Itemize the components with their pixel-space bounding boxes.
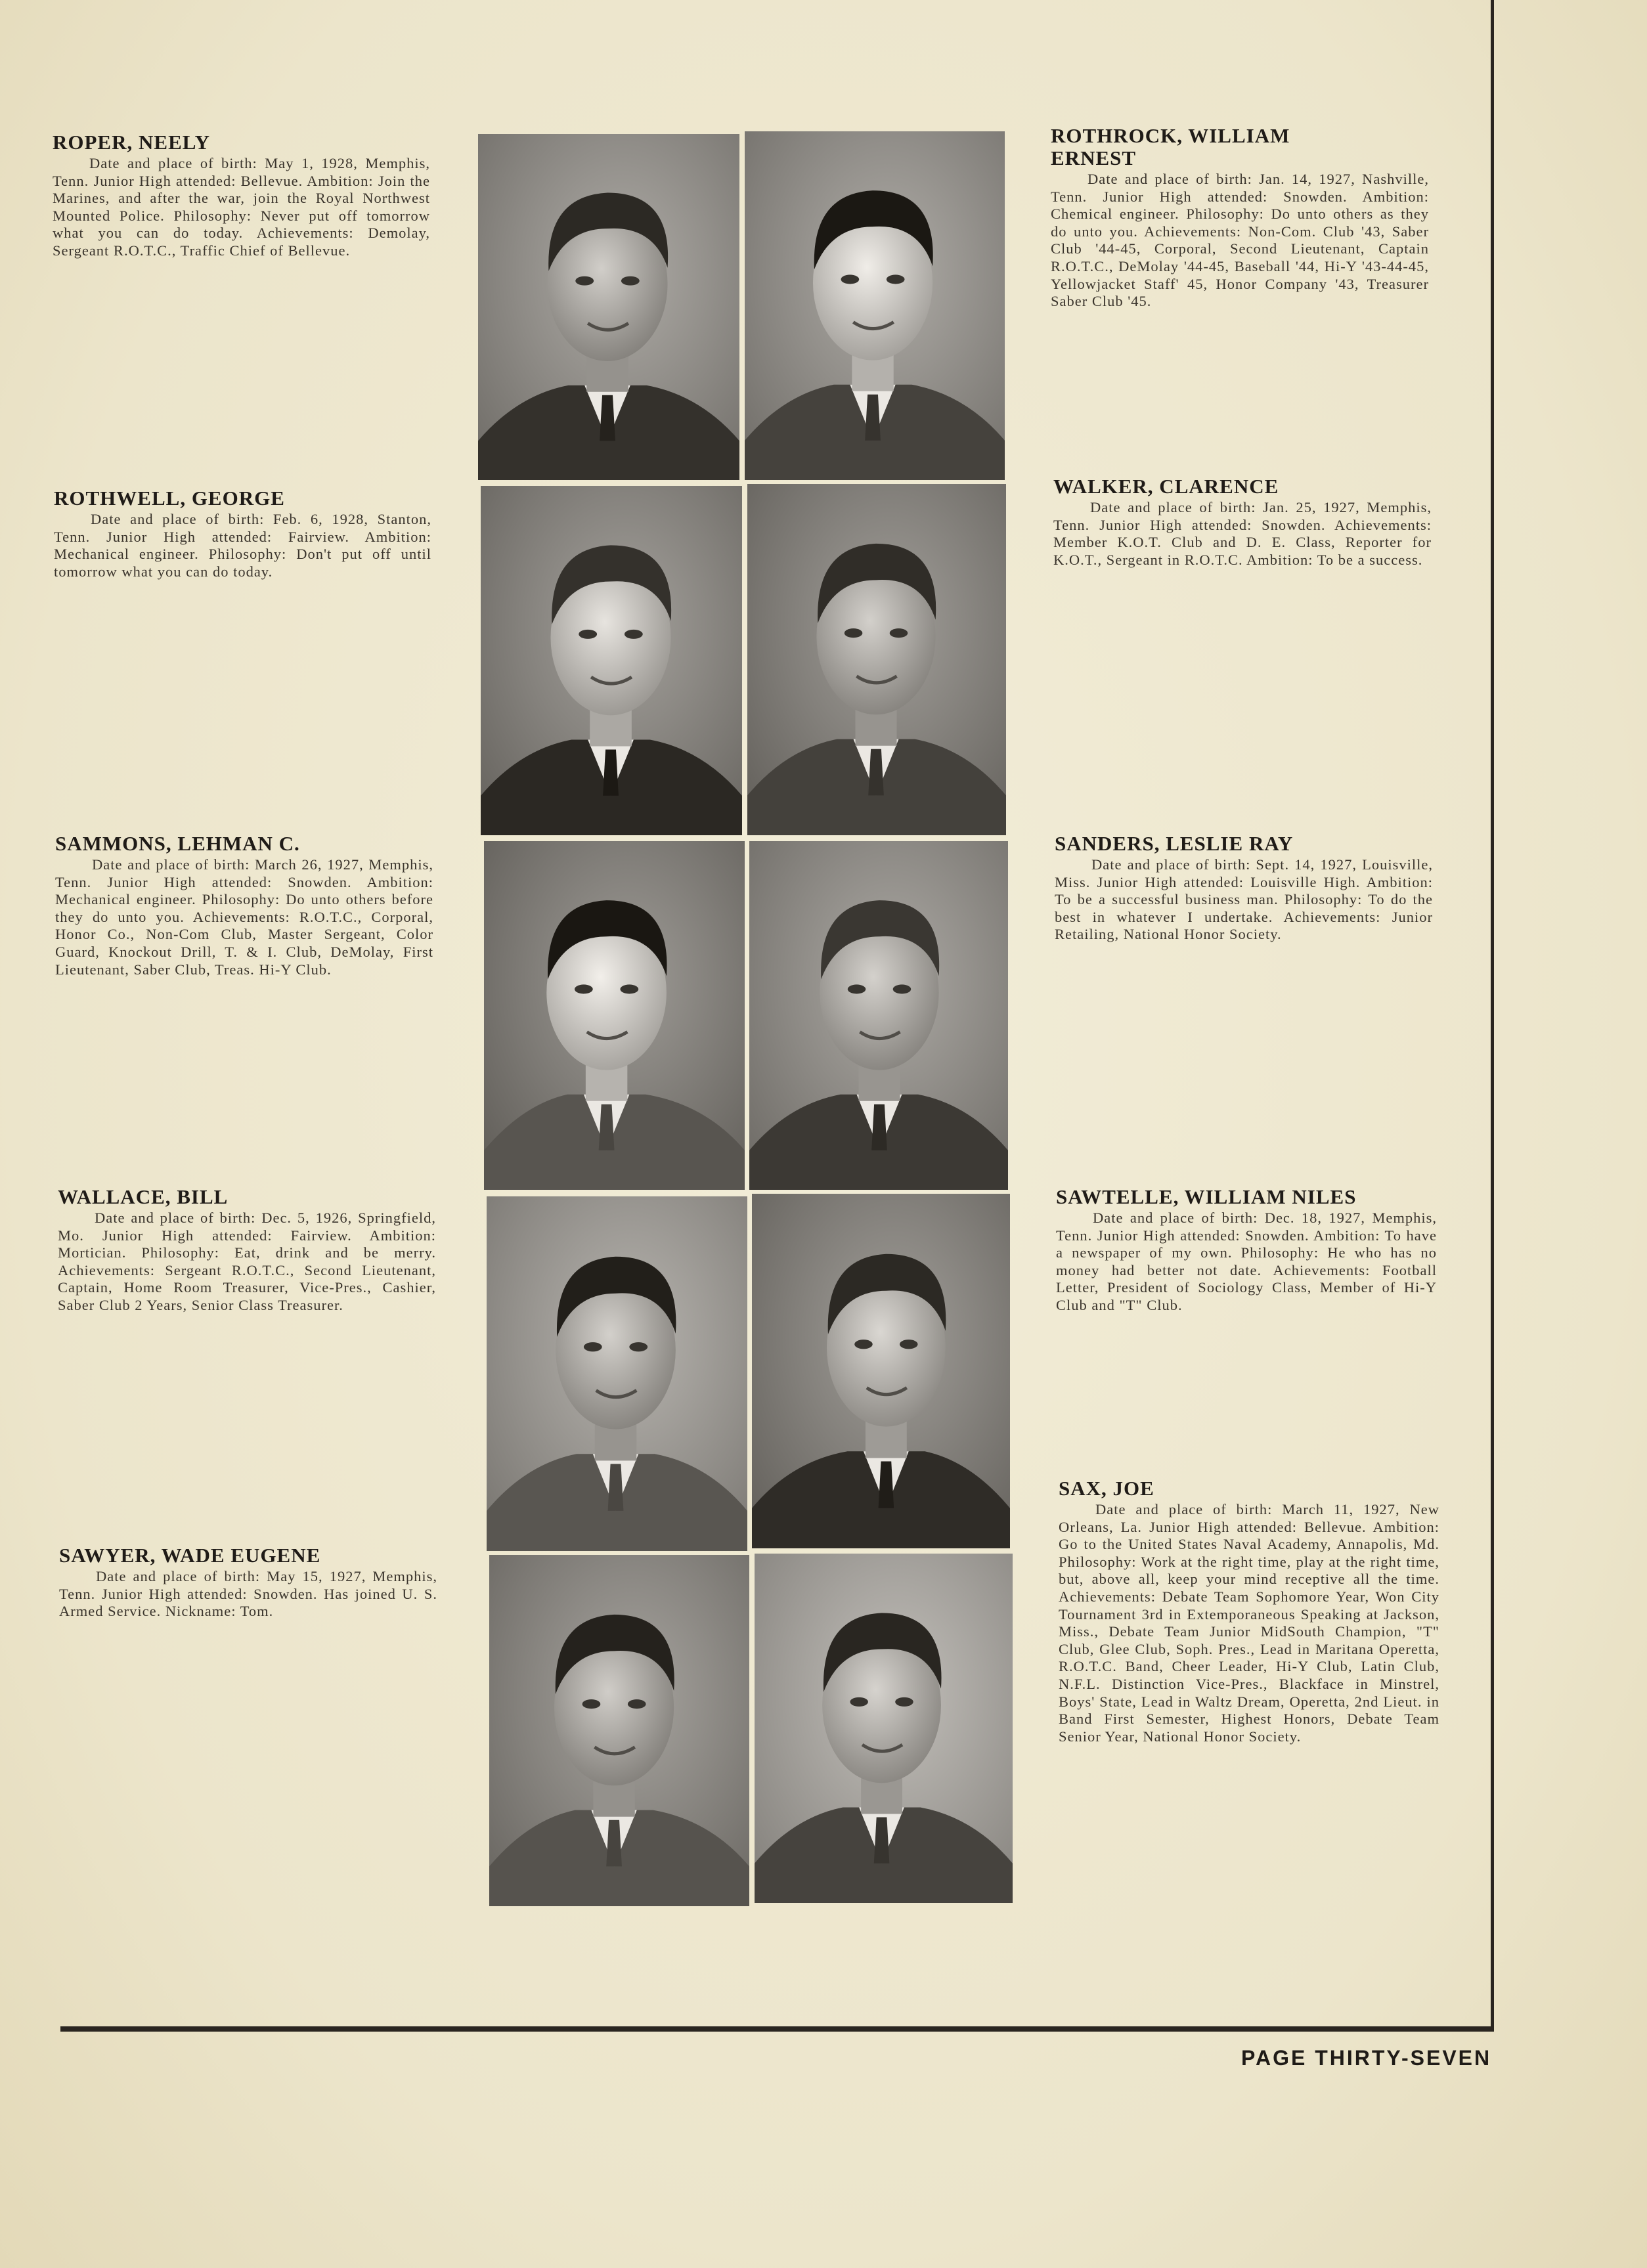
entry-walker-clarence	[1053, 475, 1432, 569]
portrait-image	[745, 131, 1005, 480]
student-name: ROTHWELL, GEORGE	[54, 487, 285, 510]
portrait-sanders	[749, 841, 1008, 1190]
portrait-rothwell	[481, 486, 742, 835]
entry-sawtelle-william	[1056, 1186, 1437, 1315]
entry-roper-neely	[53, 131, 430, 260]
student-bio: Date and place of birth: May 1, 1928, Memphis, Tenn. Junior High attended: Bellevue. Ambition: Join the Marines, and after the war, join the Royal Northwest Mounted Police. Philosophy: Never put off tomorrow what you can do today. Achievements: Demolay, Sergeant R.O.T.C., Traffic Chief of Bellevue.	[53, 155, 430, 259]
student-name: SAWYER, WADE EUGENE	[59, 1544, 321, 1567]
student-bio: Date and place of birth: March 11, 1927, New Orleans, La. Junior High attended: Bellevue. Ambition: Go to the United States Naval Academy, Annapolis, Md. Philosophy: Work at the right time, play at the right time, but, above all, keep your mind receptive all the time. Achievements: Debate Team Sophomore Year, Won City Tournament 3rd in Extemporaneous Speaking at Jackson, Miss., Debate Team Junior MidSouth Champion, "T" Club, Glee Club, Soph. Pres., Lead in Maritana Operetta, R.O.T.C. Band, Cheer Leader, Hi-Y Club, Latin Club, N.F.L. Distinction Vice-Pres., Blackface in Minstrel, Boys' State, Lead in Waltz Dream, Operetta, 2nd Lieut. in Band First Semester, Highest Honors, Debate Team Senior Year, National Honor Society.	[1059, 1501, 1439, 1745]
page-border-bottom	[60, 2026, 1494, 2032]
entry-rothrock-william	[1051, 125, 1429, 311]
student-bio: Date and place of birth: March 26, 1927, Memphis, Tenn. Junior High attended: Snowden. Ambition: Mechanical engineer. Philosophy: Do unto others before they do unto you. Achievements: R.O.T.C., Corporal, Honor Co., Non-Com Club, Master Sergeant, Color Guard, Knockout Drill, T. & I. Club, DeMolay, First Lieutenant, Saber Club, Treas. Hi-Y Club.	[55, 856, 433, 978]
portrait-image	[484, 841, 745, 1190]
student-name: ROPER, NEELY	[53, 131, 210, 154]
student-bio: Date and place of birth: Dec. 18, 1927, Memphis, Tenn. Junior High attended: Snowden. Ambition: To have a newspaper of my own. Philosophy: He who has no money had better not date. Achievements: Football Letter, President of Sociology Class, Member of Hi-Y Club and "T" Club.	[1056, 1210, 1437, 1313]
portrait-image	[478, 134, 739, 480]
portrait-rothrock	[745, 131, 1005, 480]
portrait-sawyer	[489, 1555, 749, 1906]
entry-sawyer-wade	[59, 1544, 437, 1621]
entry-sammons-lehman	[55, 833, 433, 978]
entry-rothwell-george	[54, 487, 431, 580]
portrait-image	[489, 1555, 749, 1906]
entry-wallace-bill	[58, 1186, 436, 1315]
student-name: ROTHROCK, WILLIAM ERNEST	[1051, 124, 1290, 169]
portrait-sammons	[484, 841, 745, 1190]
student-name: WALKER, CLARENCE	[1053, 475, 1279, 498]
student-name: SANDERS, LESLIE RAY	[1055, 832, 1294, 855]
student-bio: Date and place of birth: Jan. 14, 1927, Nashville, Tenn. Junior High attended: Snowden. Ambition: Chemical engineer. Philosophy: Do unto others as they do unto you. Achievements: Non-Com. Club '43, Saber Club '44-45, Corporal, Second Lieutenant, Captain R.O.T.C., DeMolay '44-45, Baseball '44, Hi-Y '43-44-45, Yellowjacket Staff' 45, Honor Company '43, Treasurer Saber Club '45.	[1051, 171, 1429, 310]
portrait-image	[749, 841, 1008, 1190]
student-bio: Date and place of birth: May 15, 1927, Memphis, Tenn. Junior High attended: Snowden. Has joined U. S. Armed Service. Nickname: Tom.	[59, 1568, 437, 1620]
portrait-sawtelle	[752, 1194, 1010, 1548]
student-name: SAX, JOE	[1059, 1477, 1154, 1500]
portrait-roper	[478, 134, 739, 480]
student-bio: Date and place of birth: Jan. 25, 1927, Memphis, Tenn. Junior High attended: Snowden. Achievements: Member K.O.T. Club and D. E. Class, Reporter for K.O.T., Sergeant in R.O.T.C. Ambition: To be a success.	[1053, 499, 1432, 568]
student-name: SAMMONS, LEHMAN C.	[55, 832, 300, 855]
page-number: PAGE THIRTY-SEVEN	[1241, 2046, 1492, 2070]
portrait-wallace	[487, 1196, 747, 1551]
entry-sanders-leslie	[1055, 833, 1433, 944]
student-bio: Date and place of birth: Feb. 6, 1928, Stanton, Tenn. Junior High attended: Fairview. Ambition: Mechanical engineer. Philosophy: Don't put off until tomorrow what you can do today.	[54, 511, 431, 580]
portrait-image	[481, 486, 742, 835]
student-name: WALLACE, BILL	[58, 1185, 229, 1208]
page-border-right	[1491, 0, 1494, 2029]
portrait-walker	[747, 484, 1006, 835]
student-bio: Date and place of birth: Sept. 14, 1927, Louisville, Miss. Junior High attended: Louisville High. Ambition: To be a successful business man. Philosophy: To do the best in whatever I undertake. Achievements: Junior Retailing, National Honor Society.	[1055, 856, 1433, 943]
portrait-sax	[755, 1554, 1013, 1903]
student-bio: Date and place of birth: Dec. 5, 1926, Springfield, Mo. Junior High attended: Fairview. Ambition: Mortician. Philosophy: Eat, drink and be merry. Achievements: Sergeant R.O.T.C., Second Lieutenant, Captain, Home Room Treasurer, Vice-Pres., Cashier, Saber Club 2 Years, Senior Class Treasurer.	[58, 1210, 436, 1313]
student-name: SAWTELLE, WILLIAM NILES	[1056, 1185, 1357, 1208]
portrait-image	[752, 1194, 1010, 1548]
portrait-image	[487, 1196, 747, 1551]
entry-sax-joe	[1059, 1477, 1439, 1745]
portrait-image	[755, 1554, 1013, 1903]
portrait-image	[747, 484, 1006, 835]
